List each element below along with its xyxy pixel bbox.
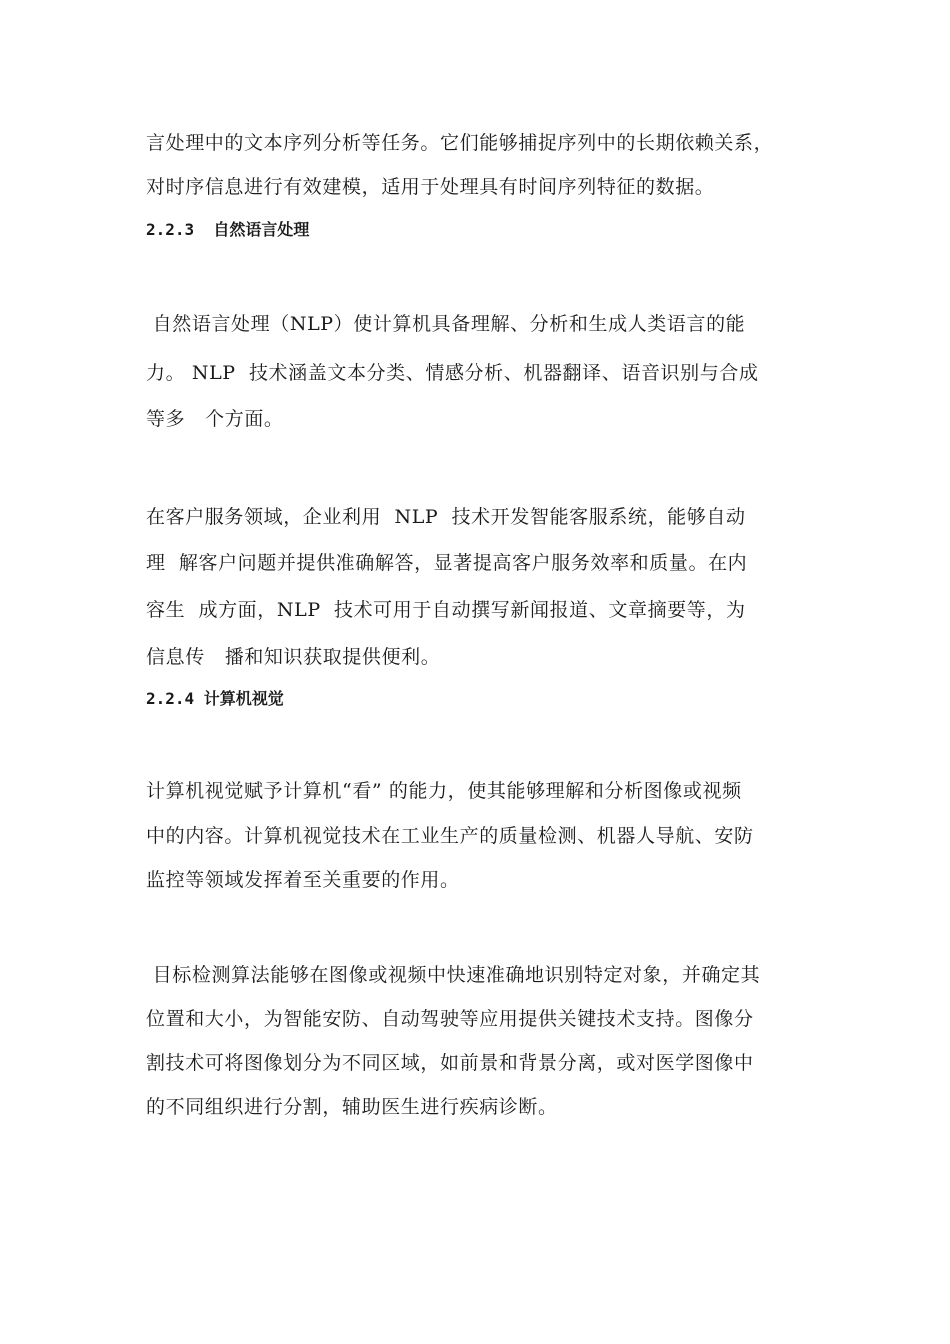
nlp-para2-line-4: 信息传 播和知识获取提供便利。 [146,646,441,668]
nlp-para2-line-1: 在客户服务领域，企业利用 NLP 技术开发智能客服系统，能够自动 [146,506,746,528]
cv-para1-line-2: 中的内容。计算机视觉技术在工业生产的质量检测、机器人导航、安防 [146,825,754,847]
intro-line-1: 言处理中的文本序列分析等任务。它们能够捕捉序列中的长期依赖关系， [146,132,774,154]
section-heading-2-2-3: 2.2.3 自然语言处理 [146,220,310,239]
nlp-para1-line-1: 自然语言处理（NLP）使计算机具备理解、分析和生成人类语言的能 [146,313,746,335]
cv-para1-line-3: 监控等领域发挥着至关重要的作用。 [146,869,460,891]
intro-line-2: 对时序信息进行有效建模，适用于处理具有时间序列特征的数据。 [146,176,715,198]
nlp-para2-line-3: 容生 成方面，NLP 技术可用于自动撰写新闻报道、文章摘要等，为 [146,599,746,621]
cv-para2-line-3: 割技术可将图像划分为不同区域，如前景和背景分离，或对医学图像中 [146,1052,754,1074]
nlp-para2-line-2: 理 解客户问题并提供准确解答，显著提高客户服务效率和质量。在内 [146,552,748,574]
cv-para2-line-1: 目标检测算法能够在图像或视频中快速准确地识别特定对象，并确定其 [146,964,761,986]
nlp-para1-line-2: 力。 NLP 技术涵盖文本分类、情感分析、机器翻译、语音识别与合成 [146,362,759,384]
cv-para2-line-2: 位置和大小，为智能安防、自动驾驶等应用提供关键技术支持。图像分 [146,1008,754,1030]
section-heading-2-2-4: 2.2.4 计算机视觉 [146,689,284,708]
cv-para1-line-1: 计算机视觉赋予计算机“看” 的能力，使其能够理解和分析图像或视频 [146,780,742,802]
nlp-para1-line-3: 等多 个方面。 [146,408,284,430]
cv-para2-line-4: 的不同组织进行分割，辅助医生进行疾病诊断。 [146,1096,558,1118]
